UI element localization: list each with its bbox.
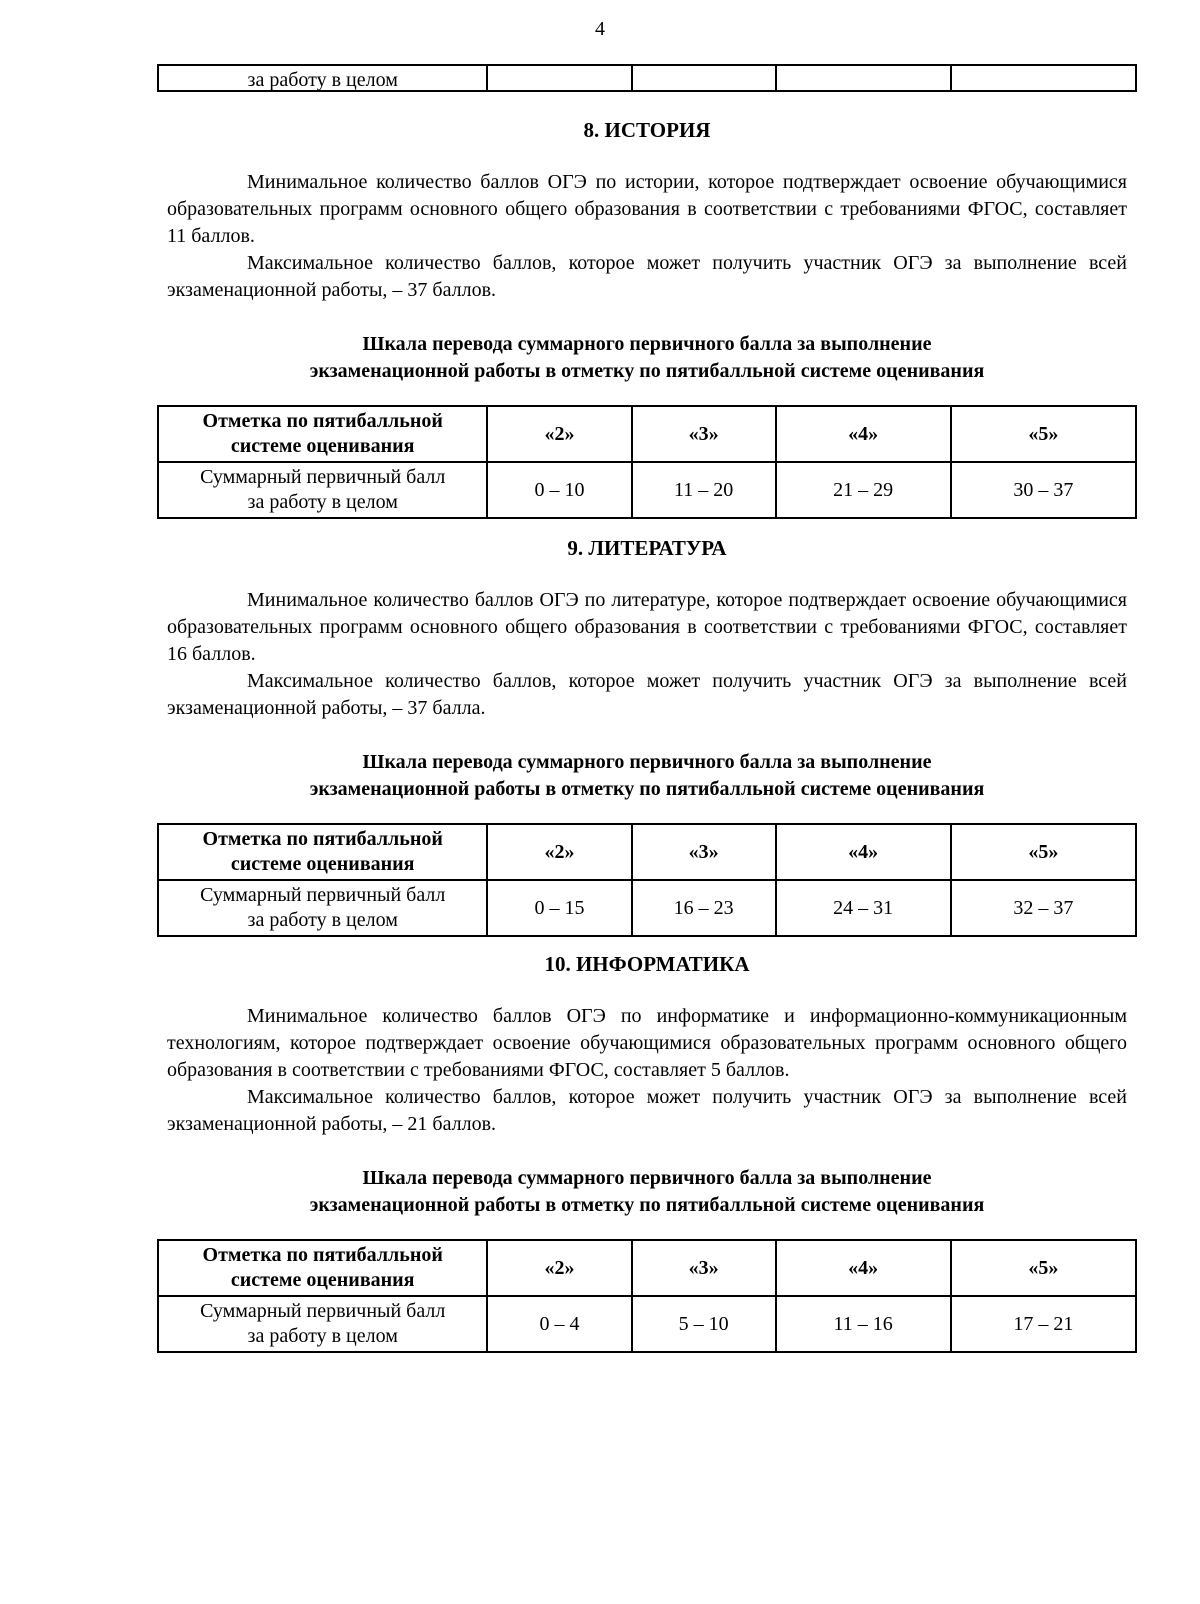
scale-title: [157, 749, 1137, 803]
range-cell: 21 – 29: [776, 462, 951, 518]
range-cell: 0 – 15: [487, 880, 631, 936]
grade-cell: «4»: [776, 824, 951, 880]
grade-cell: «3»: [632, 1240, 776, 1296]
grade-cell: «5»: [951, 1240, 1136, 1296]
grade-cell: «2»: [487, 1240, 631, 1296]
table-cell: [487, 65, 631, 91]
range-cell: 11 – 20: [632, 462, 776, 518]
scale-title: [157, 331, 1137, 385]
grade-cell: «5»: [951, 824, 1136, 880]
scale-title-line: экзаменационной работы в отметку по пятибалльной системе оценивания: [309, 1194, 985, 1216]
grade-cell: «4»: [776, 406, 951, 462]
grade-cell: «3»: [632, 406, 776, 462]
table-cell: [776, 65, 951, 91]
section-title: 10. ИНФОРМАТИКА: [544, 952, 750, 976]
carryover-table: [157, 64, 1137, 92]
section-title: 8. ИСТОРИЯ: [583, 118, 711, 142]
grade-cell: «3»: [632, 824, 776, 880]
paragraph-max-score: Максимальное количество баллов, которое может получить участник ОГЭ за выполнение всей экзаменационной работы, – 37 баллов.: [167, 252, 1127, 301]
header-label: Отметка по пятибалльной системе оценивания: [158, 406, 487, 462]
paragraph-min-score: Минимальное количество баллов ОГЭ по литературе, которое подтверждает освоение обучающимися образовательных программ основного общего образования в соответствии с требованиями ФГОС, составляет 16 баллов.: [167, 589, 1127, 665]
scale-title-line: экзаменационной работы в отметку по пятибалльной системе оценивания: [309, 778, 985, 800]
range-cell: 11 – 16: [776, 1296, 951, 1352]
scale-title-line: Шкала перевода суммарного первичного балла за выполнение: [362, 333, 932, 355]
scale-title-line: Шкала перевода суммарного первичного балла за выполнение: [362, 751, 932, 773]
table-header-row: [158, 1240, 1136, 1296]
table-row: [158, 1296, 1136, 1352]
range-cell: 0 – 4: [487, 1296, 631, 1352]
table-row: [158, 65, 1136, 91]
section-title: 9. ЛИТЕРАТУРА: [567, 536, 727, 560]
grade-table: [157, 823, 1137, 937]
row-label: Суммарный первичный балл за работу в целом: [158, 462, 487, 518]
section-literature: [157, 536, 1137, 937]
grade-cell: «2»: [487, 406, 631, 462]
header-label: Отметка по пятибалльной системе оценивания: [158, 824, 487, 880]
grade-cell: «2»: [487, 824, 631, 880]
paragraph-max-score: Максимальное количество баллов, которое может получить участник ОГЭ за выполнение всей экзаменационной работы, – 37 балла.: [167, 670, 1127, 719]
table-row: [158, 462, 1136, 518]
table-row: [158, 880, 1136, 936]
grade-table: [157, 1239, 1137, 1353]
table-cell: [632, 65, 776, 91]
grade-cell: «5»: [951, 406, 1136, 462]
paragraph-min-score: Минимальное количество баллов ОГЭ по информатике и информационно-коммуникационным технологиям, которое подтверждает освоение обучающимися образовательных программ основного общего образования в соответствии с требованиями ФГОС, составляет 5 баллов.: [167, 1005, 1127, 1081]
range-cell: 30 – 37: [951, 462, 1136, 518]
grade-table: [157, 405, 1137, 519]
range-cell: 16 – 23: [632, 880, 776, 936]
range-cell: 32 – 37: [951, 880, 1136, 936]
section-informatics: [157, 952, 1137, 1353]
grade-cell: «4»: [776, 1240, 951, 1296]
header-label: Отметка по пятибалльной системе оценивания: [158, 1240, 487, 1296]
page-number: 4: [595, 18, 605, 40]
range-cell: 5 – 10: [632, 1296, 776, 1352]
scale-title: [157, 1165, 1137, 1219]
section-history: [157, 118, 1137, 519]
scale-title-line: Шкала перевода суммарного первичного балла за выполнение: [362, 1167, 932, 1189]
table-header-row: [158, 406, 1136, 462]
table-cell: [951, 65, 1136, 91]
paragraph-min-score: Минимальное количество баллов ОГЭ по истории, которое подтверждает освоение обучающимися образовательных программ основного общего образования в соответствии с требованиями ФГОС, составляет 11 баллов.: [167, 171, 1127, 247]
range-cell: 0 – 10: [487, 462, 631, 518]
range-cell: 17 – 21: [951, 1296, 1136, 1352]
scale-title-line: экзаменационной работы в отметку по пятибалльной системе оценивания: [309, 360, 985, 382]
paragraph-max-score: Максимальное количество баллов, которое может получить участник ОГЭ за выполнение всей экзаменационной работы, – 21 баллов.: [167, 1086, 1127, 1135]
carryover-row-label: за работу в целом: [158, 65, 487, 91]
row-label: Суммарный первичный балл за работу в целом: [158, 1296, 487, 1352]
range-cell: 24 – 31: [776, 880, 951, 936]
row-label: Суммарный первичный балл за работу в целом: [158, 880, 487, 936]
table-header-row: [158, 824, 1136, 880]
